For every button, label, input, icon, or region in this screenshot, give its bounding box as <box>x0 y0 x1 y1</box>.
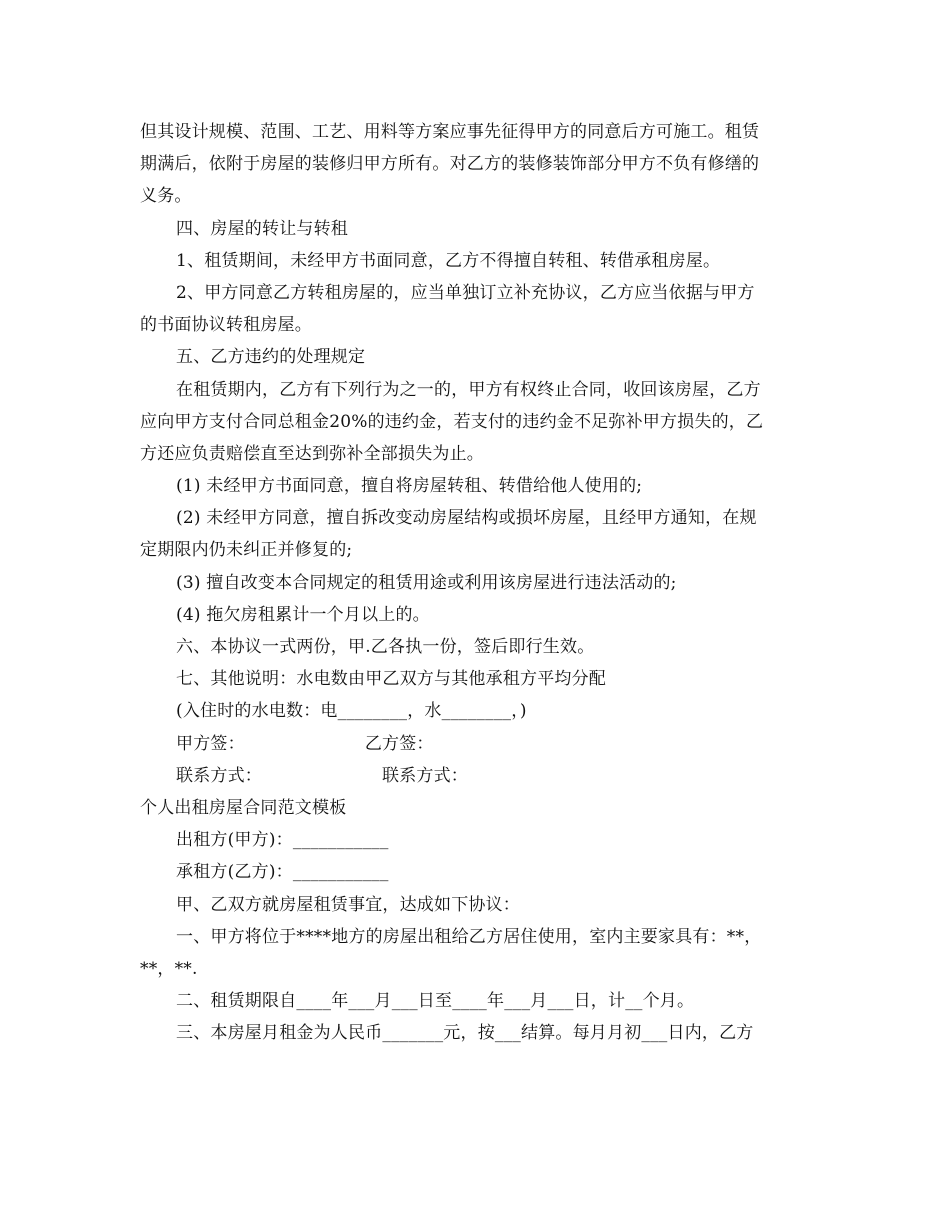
contact-row <box>140 760 812 792</box>
text-line: 方还应负责赔偿直至达到弥补全部损失为止。 <box>140 443 484 464</box>
section-heading: 五、乙方违约的处理规定 <box>176 347 366 368</box>
list-item: (3) 擅自改变本合同规定的租赁用途或利用该房屋进行违法活动的; <box>176 572 677 593</box>
signature-row <box>140 728 812 760</box>
text-line: (入住时的水电数：电________，水________，) <box>176 701 527 722</box>
list-item: (1) 未经甲方书面同意，擅自将房屋转租、转借给他人使用的; <box>176 476 643 497</box>
document-title: 个人出租房屋合同范文模板 <box>140 797 347 818</box>
text-line: 2、甲方同意乙方转租房屋的，应当单独订立补充协议，乙方应当依据与甲方 <box>176 282 755 303</box>
section-heading: 四、房屋的转让与转租 <box>176 218 348 239</box>
list-item: (2) 未经甲方同意，擅自拆改变动房屋结构或损坏房屋，且经甲方通知，在规 <box>176 508 757 529</box>
party-a-signature-label: 甲方签： <box>176 733 245 754</box>
party-b-contact-label: 联系方式： <box>382 765 468 786</box>
text-line: 应向甲方支付合同总租金20%的违约金，若支付的违约金不足弥补甲方损失的，乙 <box>140 411 764 432</box>
text-line: 甲、乙双方就房屋租赁事宜，达成如下协议： <box>176 894 520 915</box>
text-line: 在租赁期内，乙方有下列行为之一的，甲方有权终止合同，收回该房屋，乙方 <box>176 379 761 400</box>
document-body <box>140 116 812 1049</box>
text-line: 六、本协议一式两份，甲.乙各执一份，签后即行生效。 <box>176 637 595 657</box>
text-line: 七、其他说明：水电数由甲乙双方与其他承租方平均分配 <box>176 669 606 690</box>
text-line: **，**. <box>140 958 198 979</box>
party-a-contact-label: 联系方式： <box>176 765 262 786</box>
text-line: 的书面协议转租房屋。 <box>140 315 312 336</box>
text-line: 定期限内仍未纠正并修复的; <box>140 540 353 561</box>
text-line: 三、本房屋月租金为人民币_______元，按___结算。每月月初___日内，乙方 <box>176 1023 754 1044</box>
text-line: 一、甲方将位于****地方的房屋出租给乙方居住使用，室内主要家具有：**， <box>176 926 762 947</box>
text-line: 二、租赁期限自____年___月___日至____年___月___日，计__个月。 <box>176 991 695 1012</box>
party-b-signature-label: 乙方签： <box>364 733 434 754</box>
text-line: 1、租赁期间，未经甲方书面同意，乙方不得擅自转租、转借承租房屋。 <box>176 250 721 271</box>
list-item: (4) 拖欠房租累计一个月以上的。 <box>176 604 430 625</box>
lessee-field: 承租方(乙方)：___________ <box>176 862 389 883</box>
text-line: 义务。 <box>140 186 192 207</box>
text-line: 但其设计规模、范围、工艺、用料等方案应事先征得甲方的同意后方可施工。租赁 <box>140 122 760 142</box>
text-line: 期满后，依附于房屋的装修归甲方所有。对乙方的装修装饰部分甲方不负有修缮的 <box>140 154 760 175</box>
lessor-field: 出租方(甲方)：___________ <box>176 830 389 851</box>
